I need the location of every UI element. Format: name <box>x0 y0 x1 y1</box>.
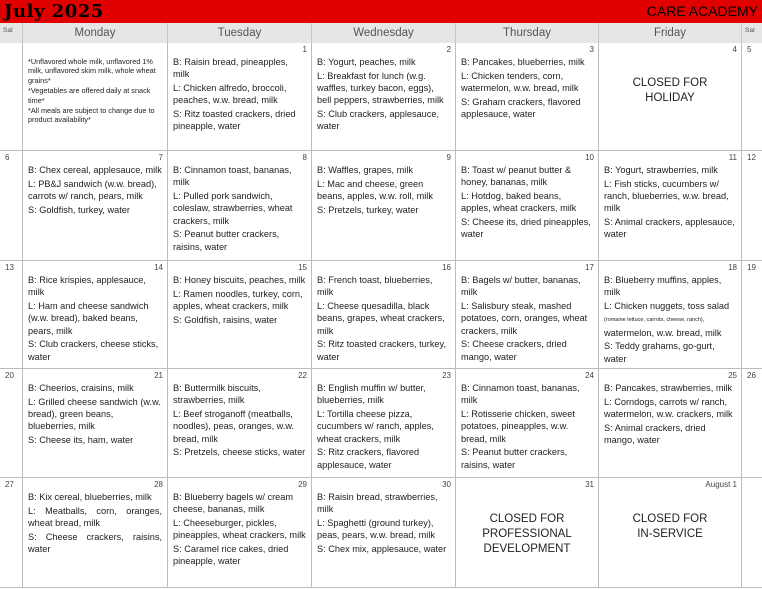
snack-item: S: Ritz crackers, flavored applesauce, water <box>317 447 420 470</box>
note-availability: *All meals are subject to change due to product availability* <box>28 106 155 125</box>
day-number: 4 <box>732 45 737 54</box>
day-number: 13 <box>5 263 14 272</box>
day-number: 18 <box>728 263 737 272</box>
day-cell <box>23 261 168 369</box>
day-header-sat-right: Sat <box>742 23 762 43</box>
day-cell <box>23 478 168 588</box>
lunch-item: L: Rotisserie chicken, sweet potatoes, pineapples, w.w. bread, milk <box>461 409 575 444</box>
day-cell <box>312 369 456 478</box>
day-cell <box>599 369 742 478</box>
day-cell-closed <box>456 478 599 588</box>
day-cell <box>312 151 456 261</box>
day-number: 24 <box>585 371 594 380</box>
day-number: 7 <box>158 153 163 162</box>
day-number: 1 <box>302 45 307 54</box>
breakfast-item: B: Cinnamon toast, bananas, milk <box>461 383 580 406</box>
lunch-item: L: Pulled pork sandwich, coleslaw, strawberries, wheat crackers, milk <box>173 191 293 226</box>
day-number: 28 <box>154 480 163 489</box>
day-number: 23 <box>442 371 451 380</box>
breakfast-item: B: Cheerios, craisins, milk <box>28 383 134 393</box>
breakfast-item: B: Yogurt, strawberries, milk <box>604 165 718 175</box>
snack-item: S: Peanut butter crackers, raisins, water <box>461 447 568 470</box>
day-header-wednesday: Wednesday <box>312 23 456 43</box>
day-header-tuesday: Tuesday <box>168 23 312 43</box>
snack-item: S: Chex mix, applesauce, water <box>317 544 447 555</box>
note-milk: *Unflavored whole milk, unflavored 1% milk, unflavored skim milk, whole wheat grains* <box>28 57 156 85</box>
breakfast-item: B: Chex cereal, applesauce, milk <box>28 165 162 175</box>
lunch-item: L: Chicken tenders, corn, watermelon, w.w. bread, milk <box>461 70 579 94</box>
snack-item: S: Ritz toasted crackers, dried pineapple, water <box>173 109 296 132</box>
day-cell <box>312 261 456 369</box>
snack-item: S: Club crackers, applesauce, water <box>317 109 440 132</box>
day-cell <box>23 151 168 261</box>
day-number: 12 <box>747 153 756 162</box>
day-number: 21 <box>154 371 163 380</box>
day-cell <box>456 369 599 478</box>
lunch-item: L: Breakfast for lunch (w.g. waffles, turkey bacon, eggs), bell peppers, strawberries, milk <box>317 70 444 106</box>
breakfast-item: B: Kix cereal, blueberries, milk <box>28 492 152 502</box>
lunch-item: L: Cheeseburger, pickles, pineapples, wheat crackers, milk <box>173 518 306 541</box>
day-cell <box>456 43 599 151</box>
school-name: CARE ACADEMY <box>646 3 758 19</box>
snack-item: S: Goldfish, turkey, water <box>28 204 130 215</box>
breakfast-item: B: French toast, blueberries, milk <box>317 275 433 298</box>
weekend-cell <box>0 478 23 588</box>
day-number: 11 <box>728 153 737 162</box>
note-vegetables: *Vegetables are offered daily at snack time* <box>28 86 151 105</box>
day-cell-closed <box>599 43 742 151</box>
lunch-item: L: Cheese quesadilla, black beans, grapes, wheat crackers, milk <box>317 301 445 336</box>
day-cell <box>168 43 312 151</box>
day-cell <box>168 478 312 588</box>
lunch-item: L: Spaghetti (ground turkey), peas, pears, w.w. bread, milk <box>317 518 435 541</box>
day-header-thursday: Thursday <box>456 23 599 43</box>
day-number: August 1 <box>705 480 737 489</box>
weekend-cell <box>742 369 762 478</box>
day-cell <box>168 369 312 478</box>
day-number: 10 <box>585 153 594 162</box>
day-cell <box>599 261 742 369</box>
day-number: 3 <box>589 45 594 54</box>
weekend-cell <box>0 369 23 478</box>
weekend-cell <box>0 151 23 261</box>
lunch-item: L: Chicken alfredo, broccoli, peaches, w.w. bread, milk <box>173 83 287 106</box>
day-number: 14 <box>154 263 163 272</box>
snack-item: S: Club crackers, cheese sticks, water <box>28 339 159 362</box>
snack-item: S: Peanut butter crackers, raisins, water <box>173 229 280 252</box>
breakfast-item: B: Pancakes, strawberries, milk <box>604 383 733 393</box>
snack-item: S: Cheese its, dried pineapples, water <box>461 217 591 240</box>
lunch-item: L: Meatballs, corn, oranges, wheat bread, milk <box>28 505 162 529</box>
breakfast-item: B: Bagels w/ butter, bananas, milk <box>461 275 581 298</box>
snack-item: S: Graham crackers, flavored applesauce, water <box>461 96 581 120</box>
breakfast-item: B: English muffin w/ butter, blueberries, milk <box>317 383 426 406</box>
lunch-item: L: Corndogs, carrots w/ ranch, watermelon, w.w. crackers, milk <box>604 396 733 420</box>
day-number: 26 <box>747 371 756 380</box>
day-number: 9 <box>446 153 451 162</box>
day-number: 27 <box>5 480 14 489</box>
breakfast-item: B: Buttermilk biscuits, strawberries, milk <box>173 383 261 406</box>
day-cell <box>456 261 599 369</box>
snack-item: S: Cheese crackers, dried mango, water <box>461 339 567 362</box>
day-number: 17 <box>585 263 594 272</box>
lunch-item <box>604 300 736 339</box>
day-number: 16 <box>442 263 451 272</box>
breakfast-item: B: Yogurt, peaches, milk <box>317 57 416 67</box>
snack-item: S: Caramel rice cakes, dried pineapple, water <box>173 544 289 567</box>
day-number: 2 <box>446 45 451 54</box>
day-number: 6 <box>5 153 10 162</box>
snack-item: S: Cheese its, ham, water <box>28 435 134 446</box>
snack-item: S: Cheese crackers, raisins, water <box>28 531 162 555</box>
snack-item: S: Ritz toasted crackers, turkey, water <box>317 339 447 362</box>
lunch-item: L: Hotdog, baked beans, apples, wheat crackers, milk <box>461 191 577 214</box>
breakfast-item: B: Blueberry bagels w/ cream cheese, bananas, milk <box>173 492 293 515</box>
breakfast-item: B: Raisin bread, pineapples, milk <box>173 57 288 80</box>
lunch-item: L: Fish sticks, cucumbers w/ ranch, blueberries, w.w. bread, milk <box>604 178 729 214</box>
lunch-item: L: Mac and cheese, green beans, apples, w.w. roll, milk <box>317 178 433 202</box>
day-cell <box>23 369 168 478</box>
day-header-sat-left: Sat <box>0 23 23 43</box>
day-number: 25 <box>728 371 737 380</box>
closed-notice: CLOSED FOR PROFESSIONAL DEVELOPMENT <box>482 513 572 555</box>
snack-item: S: Goldfish, raisins, water <box>173 314 278 325</box>
day-number: 15 <box>298 263 307 272</box>
day-cell <box>312 478 456 588</box>
day-header-friday: Friday <box>599 23 742 43</box>
weekend-cell <box>742 261 762 369</box>
breakfast-item: B: Toast w/ peanut butter & honey, bananas, milk <box>461 165 572 188</box>
snack-item: S: Animal crackers, applesauce, water <box>604 217 735 240</box>
day-cell <box>168 151 312 261</box>
day-number: 20 <box>5 371 14 380</box>
breakfast-item: B: Raisin bread, strawberries, milk <box>317 492 438 515</box>
lunch-item: L: Ramen noodles, turkey, corn, apples, wheat crackers, milk <box>173 288 303 312</box>
breakfast-item: B: Cinnamon toast, bananas, milk <box>173 165 292 188</box>
day-header-monday: Monday <box>23 23 168 43</box>
day-cell <box>312 43 456 151</box>
title-banner <box>0 0 762 23</box>
weekend-cell <box>742 478 762 588</box>
day-cell <box>599 151 742 261</box>
lunch-item: L: Ham and cheese sandwich (w.w. bread), baked beans, pears, milk <box>28 301 149 336</box>
notes-cell <box>23 43 168 151</box>
day-cell <box>168 261 312 369</box>
breakfast-item: B: Waffles, grapes, milk <box>317 165 413 175</box>
breakfast-item: B: Pancakes, blueberries, milk <box>461 57 585 67</box>
day-cell <box>456 151 599 261</box>
month-title: July 2025 <box>4 1 104 22</box>
day-number: 5 <box>747 45 752 54</box>
day-number: 31 <box>585 480 594 489</box>
day-cell-closed <box>599 478 742 588</box>
weekend-cell <box>0 261 23 369</box>
lunch-item: L: Salisbury steak, mashed potatoes, corn, oranges, wheat crackers, milk <box>461 301 588 336</box>
day-number: 30 <box>442 480 451 489</box>
breakfast-item: B: Honey biscuits, peaches, milk <box>173 275 306 285</box>
lunch-item: L: Beef stroganoff (meatballs, noodles), peas, oranges, w.w. bread, milk <box>173 409 295 444</box>
breakfast-item: B: Blueberry muffins, apples, milk <box>604 275 722 298</box>
day-number: 22 <box>298 371 307 380</box>
day-number: 8 <box>302 153 307 162</box>
day-number: 19 <box>747 263 756 272</box>
closed-notice: CLOSED FOR IN-SERVICE <box>632 513 708 540</box>
weekend-cell <box>0 43 23 151</box>
snack-item: S: Pretzels, cheese sticks, water <box>173 447 306 458</box>
weekend-cell <box>742 43 762 151</box>
lunch-main-text: L: Chicken nuggets, toss salad <box>604 301 730 312</box>
snack-item: S: Pretzels, turkey, water <box>317 204 419 215</box>
lunch-rest-text: watermelon, w.w. bread, milk <box>604 327 722 338</box>
breakfast-item: B: Rice krispies, applesauce, milk <box>28 275 146 298</box>
lunch-item: L: Grilled cheese sandwich (w.w. bread), green beans, blueberries, milk <box>28 396 161 432</box>
snack-item: S: Animal crackers, dried mango, water <box>604 422 706 446</box>
day-number: 29 <box>298 480 307 489</box>
salad-detail: (romaine lettuce, carrots, cheese, ranch), <box>604 317 705 324</box>
lunch-item: L: PB&J sandwich (w.w. bread), carrots w/ ranch, pears, milk <box>28 178 157 202</box>
weekend-cell <box>742 151 762 261</box>
lunch-item: L: Tortilla cheese pizza, cucumbers w/ ranch, apples, wheat crackers, milk <box>317 409 434 444</box>
closed-notice: CLOSED FOR HOLIDAY <box>632 77 708 104</box>
snack-item: S: Teddy grahams, go-gurt, water <box>604 341 715 364</box>
